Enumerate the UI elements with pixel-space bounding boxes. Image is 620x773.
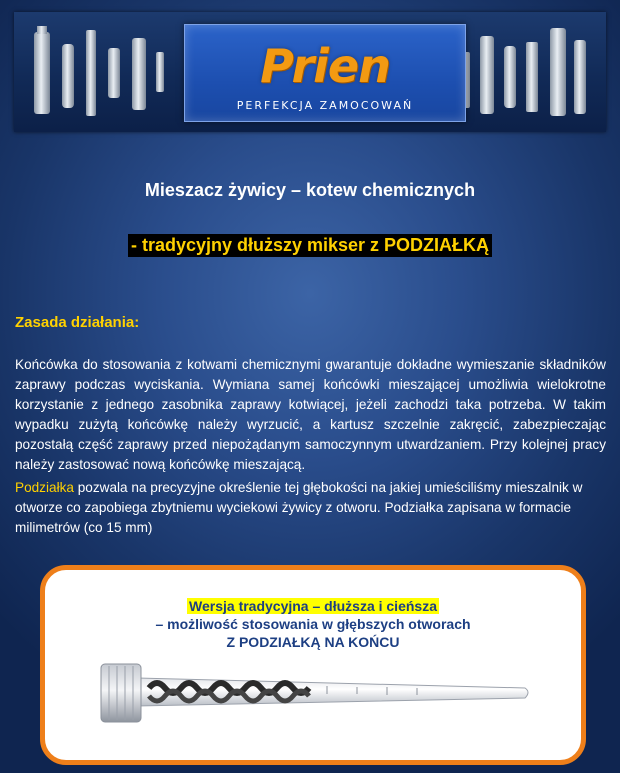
scale-paragraph bbox=[15, 478, 606, 538]
anchor-bolts-right-image bbox=[454, 22, 594, 122]
brand-logo: Prien bbox=[260, 39, 390, 93]
description-paragraph: Końcówka do stosowania z kotwami chemicznymi gwarantuje dokładne wymieszanie składników zaprawy podczas wyciskania. Wymiana samej końcówki mieszającej umożliwia wielokrotne korzystanie z jednego zasobnika zaprawy kotwiącej, jeżeli zachodzi taka potrzeba. W takim wypadku zużytą końcówkę należy wyrzucić, a kartusz szczelnie zakręcić, zabezpieczając pozostałą część zaprawy przed niepożądanym samoczynnym utwardzaniem. Przy kolejnej pracy należy zastosować nową końcówkę mieszającą. bbox=[15, 357, 606, 472]
header-banner bbox=[14, 12, 606, 132]
anchor-bolts-left-image bbox=[26, 22, 176, 122]
page-subtitle: - tradycyjny dłuższy mikser z PODZIAŁKĄ bbox=[128, 234, 492, 257]
card-line2: – możliwość stosowania w głębszych otworach bbox=[155, 616, 471, 632]
logo-panel bbox=[184, 24, 466, 122]
static-mixer-nozzle-image bbox=[97, 658, 537, 728]
section-heading: Zasada działania: bbox=[15, 314, 140, 331]
card-line3: Z PODZIAŁKĄ NA KOŃCU bbox=[226, 634, 400, 650]
brand-tagline: PERFEKCJA ZAMOCOWAŃ bbox=[236, 99, 414, 112]
page-title: Mieszacz żywicy – kotew chemicznych bbox=[144, 180, 476, 200]
card-line1: Wersja tradycyjna – dłuższa i cieńsza bbox=[189, 598, 437, 614]
card-line1-wrap bbox=[45, 596, 581, 615]
scale-text: pozwala na precyzyjne określenie tej głębokości na jakiej umieściliśmy mieszalnik w otworze co zapobiega zbytniemu wyciekowi żywicy z otworu. Podziałka zapisana w formacie milimetrów (co 15 mm) bbox=[15, 480, 583, 535]
scale-highlight: Podziałka bbox=[15, 480, 74, 495]
subtitle-wrap bbox=[0, 234, 620, 257]
product-card bbox=[40, 565, 586, 765]
